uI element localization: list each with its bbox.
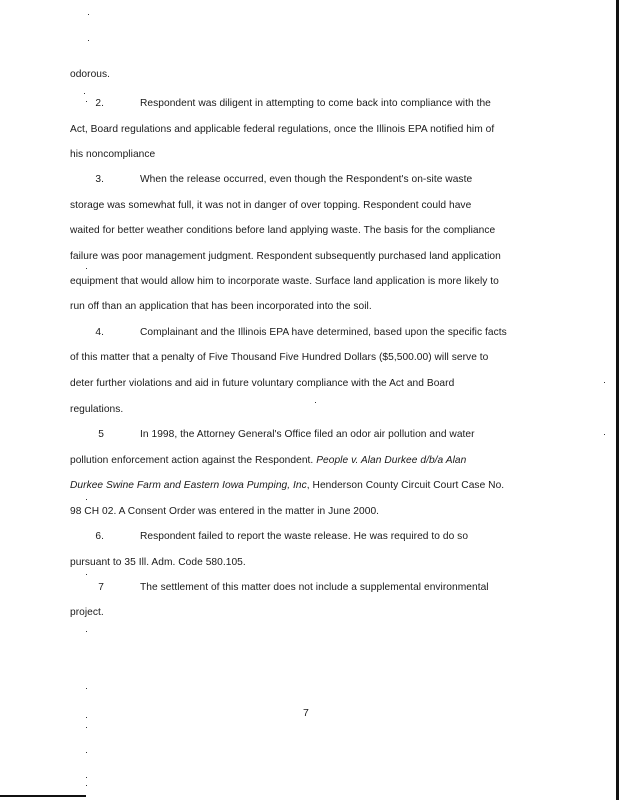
text-line: [70, 123, 494, 136]
scan-speck: [86, 101, 87, 102]
line-text: Respondent was diligent in attempting to come back into compliance with the: [140, 98, 491, 109]
scan-speck: [84, 93, 85, 94]
line-text: pollution enforcement action against the Respondent.: [70, 455, 317, 466]
line-text: , Henderson County Circuit Court Case No.: [306, 480, 505, 491]
line-text: failure was poor management judgment. Respondent subsequently purchased land application: [70, 251, 501, 262]
scan-speck: [86, 574, 87, 575]
line-text: The settlement of this matter does not include a supplemental environmental: [140, 582, 489, 593]
text-line: [70, 505, 379, 518]
scan-speck: [86, 727, 87, 728]
page-number: 7: [303, 707, 309, 719]
scan-speck: [86, 752, 87, 753]
scan-speck: [86, 785, 87, 786]
scan-speck: [86, 631, 87, 632]
line-text: 98 CH 02. A Consent Order was entered in the matter in June 2000.: [70, 506, 380, 517]
text-line: [70, 300, 372, 313]
line-text: In 1998, the Attorney General's Office filed an odor air pollution and water: [140, 429, 475, 440]
text-line: [70, 275, 499, 288]
line-text: regulations.: [70, 404, 124, 415]
line-text: equipment that would allow him to incorporate waste. Surface land application is more likely to: [70, 276, 499, 287]
numbered-paragraph-6: [70, 530, 468, 543]
line-text: of this matter that a penalty of Five Thousand Five Hundred Dollars ($5,500.00) will serve to: [70, 352, 489, 363]
paragraph-number: 5: [98, 429, 104, 440]
line-text: waited for better weather conditions before land applying waste. The basis for the compliance: [70, 225, 496, 236]
line-text: Respondent failed to report the waste release. He was required to do so: [140, 531, 469, 542]
scan-speck: [86, 268, 87, 269]
text-line: [70, 479, 504, 492]
paragraph-number: 7: [98, 582, 104, 593]
scan-speck: [88, 40, 89, 41]
text-line: [70, 68, 110, 81]
scan-edge-line: [616, 0, 619, 800]
scan-speck: [604, 382, 605, 383]
line-text: storage was somewhat full, it was not in danger of over topping. Respondent could have: [70, 200, 472, 211]
scan-speck: [88, 14, 89, 15]
scan-speck: [86, 717, 87, 718]
text-line: [70, 377, 454, 390]
line-text: When the release occurred, even though the Respondent's on-site waste: [140, 174, 473, 185]
line-text: deter further violations and aid in future voluntary compliance with the Act and Board: [70, 378, 455, 389]
line-text: his noncompliance: [70, 149, 156, 160]
numbered-paragraph-4: [70, 326, 507, 339]
paragraph-number: 4.: [95, 327, 104, 338]
paragraph-number: 6.: [95, 531, 104, 542]
text-line: [70, 250, 501, 263]
text-line: [70, 351, 488, 364]
scan-speck: [86, 499, 87, 500]
paragraph-number: 2.: [95, 98, 104, 109]
text-line: [70, 148, 155, 161]
text-line: [70, 403, 123, 416]
line-text: project.: [70, 607, 104, 618]
case-title-italic: People v. Alan Durkee d/b/a Alan: [316, 455, 467, 466]
text-line: [70, 606, 104, 619]
scan-speck: [604, 434, 605, 435]
line-text: Act, Board regulations and applicable federal regulations, once the Illinois EPA notified him of: [70, 124, 495, 135]
paragraph-number: 3.: [95, 174, 104, 185]
scan-speck: [315, 402, 316, 403]
text-line: [70, 224, 495, 237]
line-text: pursuant to 35 Ill. Adm. Code 580.105.: [70, 557, 246, 568]
line-text: Complainant and the Illinois EPA have determined, based upon the specific facts: [140, 327, 507, 338]
numbered-paragraph-2: [70, 97, 491, 110]
text-line: [70, 556, 246, 569]
line-text: odorous.: [70, 69, 111, 80]
line-text: run off than an application that has been incorporated into the soil.: [70, 301, 372, 312]
numbered-paragraph-3: [70, 173, 472, 186]
text-line: [70, 454, 466, 467]
numbered-paragraph-5: [70, 428, 475, 441]
footnote-rule: [0, 795, 86, 797]
scan-speck: [86, 777, 87, 778]
text-line: [70, 199, 471, 212]
numbered-paragraph-7: [70, 581, 489, 594]
scan-speck: [86, 688, 87, 689]
case-title-italic: Durkee Swine Farm and Eastern Iowa Pumping, Inc: [70, 480, 307, 491]
